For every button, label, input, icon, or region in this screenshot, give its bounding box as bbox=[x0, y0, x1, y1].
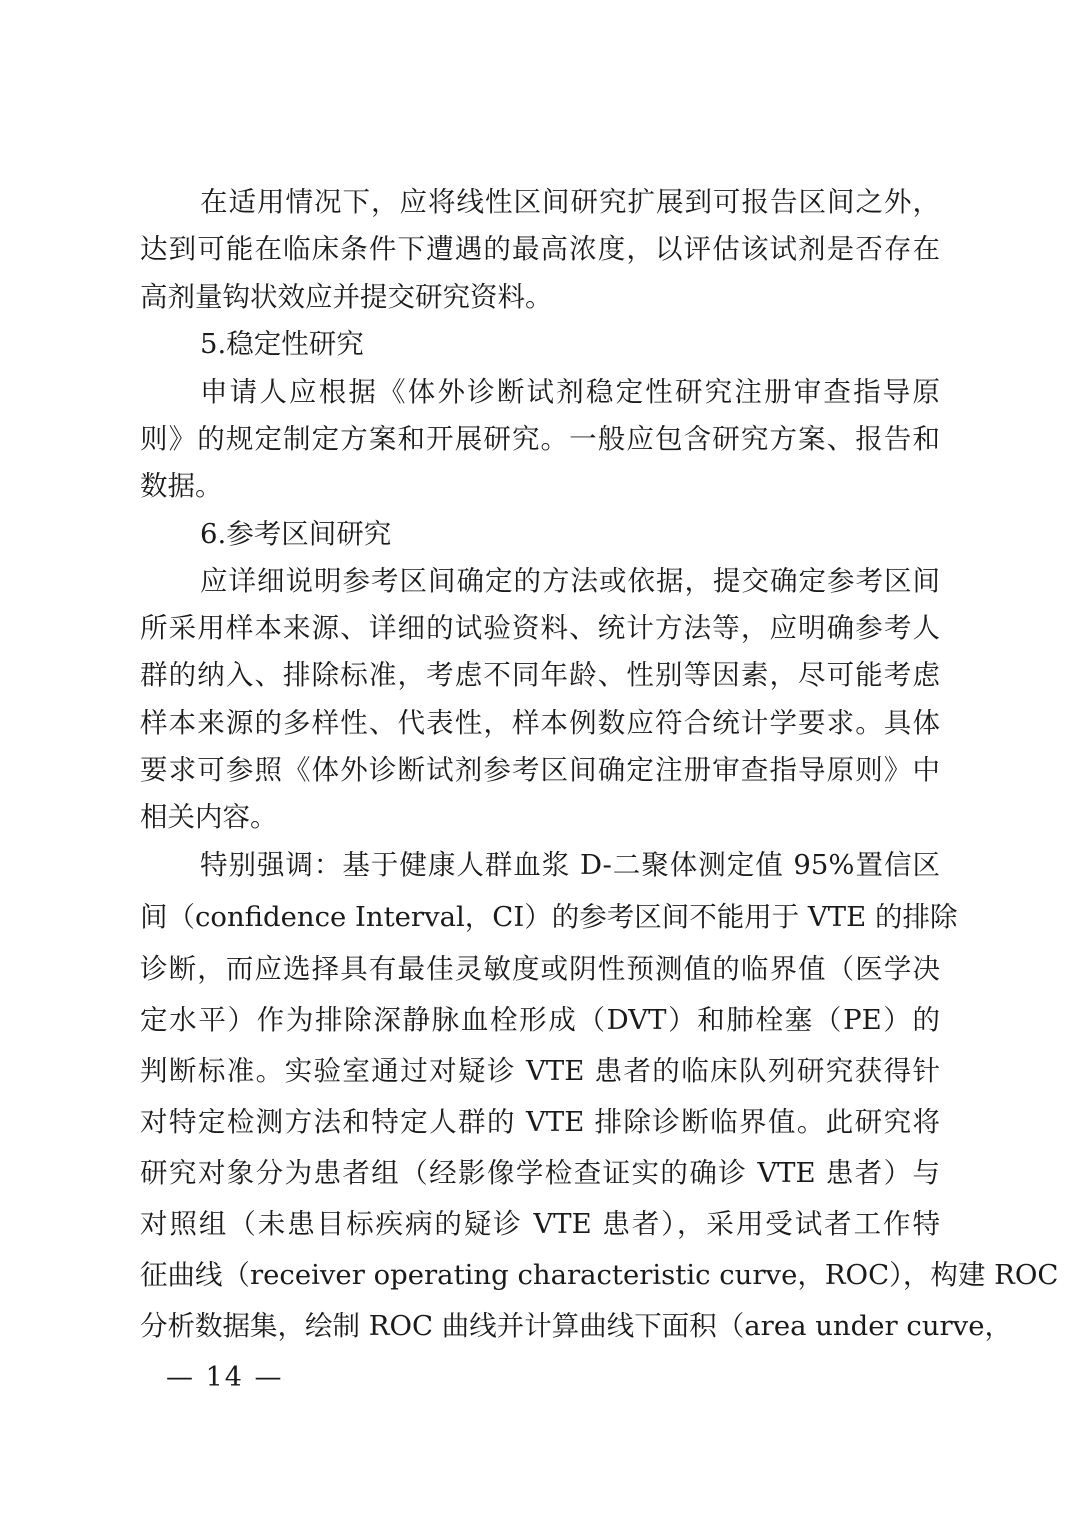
paragraph-line: 诊断，而应选择具有最佳灵敏度或阴性预测值的临界值（医学决 bbox=[140, 953, 940, 985]
paragraph-line: 群的纳入、排除标准，考虑不同年龄、性别等因素，尽可能考虑 bbox=[140, 659, 940, 691]
paragraph-line: 定水平）作为排除深静脉血栓形成（DVT）和肺栓塞（PE）的 bbox=[140, 1004, 940, 1036]
paragraph-line: 判断标准。实验室通过对疑诊 VTE 患者的临床队列研究获得针 bbox=[140, 1055, 940, 1087]
paragraph-line: 研究对象分为患者组（经影像学检查证实的确诊 VTE 患者）与 bbox=[140, 1157, 940, 1189]
paragraph-line: 达到可能在临床条件下遭遇的最高浓度，以评估该试剂是否存在 bbox=[140, 233, 940, 265]
section-heading-stability: 5.稳定性研究 bbox=[200, 328, 364, 360]
paragraph-line: 申请人应根据《体外诊断试剂稳定性研究注册审查指导原 bbox=[200, 376, 940, 408]
paragraph-line: 征曲线（receiver operating characteristic curve，ROC），构建 ROC bbox=[140, 1259, 1059, 1291]
paragraph-line: 对照组（未患目标疾病的疑诊 VTE 患者），采用受试者工作特 bbox=[140, 1208, 940, 1240]
paragraph-line: 相关内容。 bbox=[140, 801, 278, 833]
paragraph-line: 分析数据集，绘制 ROC 曲线并计算曲线下面积（area under curve， bbox=[140, 1310, 1012, 1342]
paragraph-line: 要求可参照《体外诊断试剂参考区间确定注册审查指导原则》中 bbox=[140, 754, 940, 786]
paragraph-line: 高剂量钩状效应并提交研究资料。 bbox=[140, 281, 553, 313]
paragraph-line: 在适用情况下，应将线性区间研究扩展到可报告区间之外， bbox=[200, 186, 940, 218]
paragraph-line: 则》的规定制定方案和开展研究。一般应包含研究方案、报告和 bbox=[140, 423, 940, 455]
page-number: — 14 — bbox=[166, 1362, 284, 1393]
paragraph-line: 应详细说明参考区间确定的方法或依据，提交确定参考区间 bbox=[200, 565, 940, 597]
paragraph-line: 样本来源的多样性、代表性，样本例数应符合统计学要求。具体 bbox=[140, 707, 940, 739]
paragraph-line: 数据。 bbox=[140, 470, 223, 502]
paragraph-line: 对特定检测方法和特定人群的 VTE 排除诊断临界值。此研究将 bbox=[140, 1106, 940, 1138]
paragraph-line: 间（confidence Interval，CI）的参考区间不能用于 VTE 的排除 bbox=[140, 901, 958, 933]
paragraph-line: 特别强调：基于健康人群血浆 D-二聚体测定值 95%置信区 bbox=[200, 849, 940, 881]
section-heading-reference-interval: 6.参考区间研究 bbox=[200, 518, 392, 550]
paragraph-line: 所采用样本来源、详细的试验资料、统计方法等，应明确参考人 bbox=[140, 612, 940, 644]
